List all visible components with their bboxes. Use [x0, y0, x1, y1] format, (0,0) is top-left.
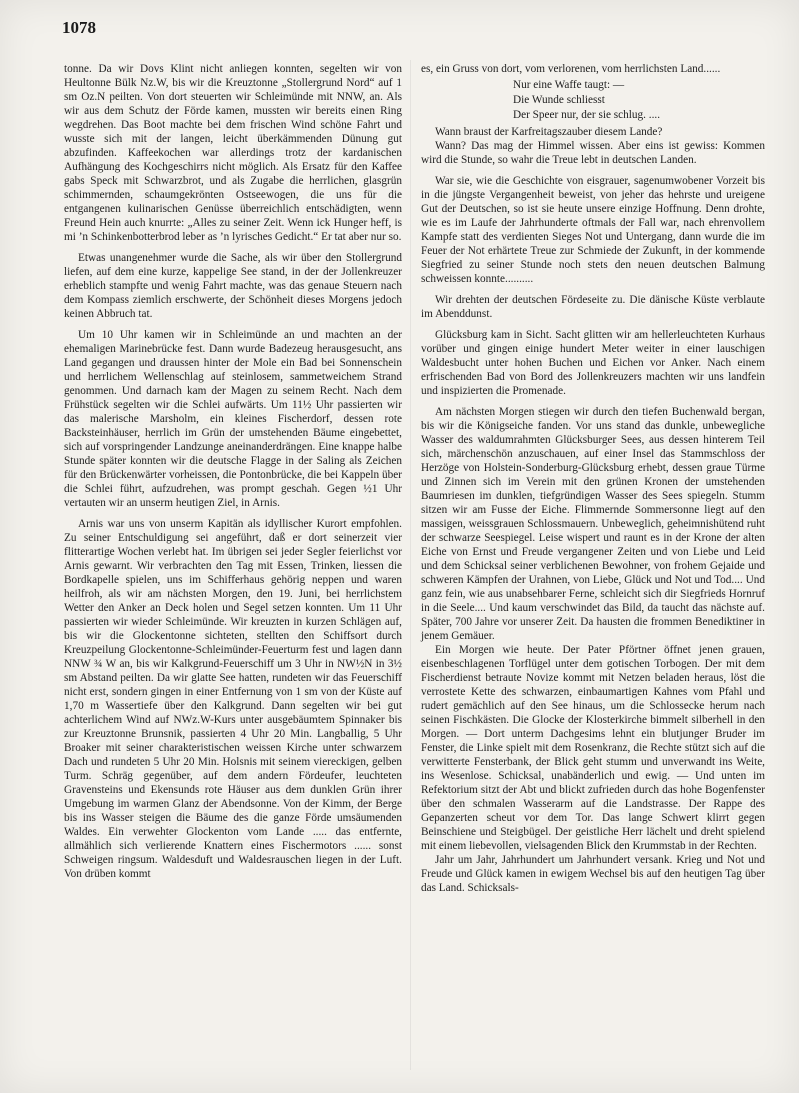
paragraph-treue: War sie, wie die Geschichte von eisgrauer, sagenumwobener Vorzeit bis in die jüngste Vergangenheit beweist, von jeher das hehrste und ureigene Gut der Deutschen, so ist sie heute unsere einzige Hoffnung. Denn drohte, wie es im Laufe der Jahrhunderte oftmals der Fall war, nach ehrenvollem Kampfe statt des verdienten Sieges Not und Untergang, dann wurde die im Feuer der Not erhärtete Treue zur Schmiede der Zukunft, in der kommende Siegfried zu seiner Stunde noch stets den neuen deutschen Balmung schweissen konnte..........: [421, 175, 765, 285]
paragraph-schleimuende-arrival: Um 10 Uhr kamen wir in Schleimünde an und machten an der ehemaligen Marinebrücke fest. Dann wurde Badezeug herausgesucht, ans Land gegangen und draussen hinter der Mole ein Bad bei Sonnenschein und herrlichem Wellenschlag auf steinlosem, sammetweichem Strand genommen. Und darnach kam der Magen zu seinem Recht. Nach dem Frühstück segelten wir die Schlei aufwärts. Um 11½ Uhr passierten wir das malerische Marsholm, ein kleines Fischerdorf, dessen rote Backsteinhäuser, herrlich im Grün der umstehenden Bäume eingebettet, sich auf vorspringender Landzunge aneinanderdrängen. Eine knappe halbe Stunde später konnten wir die deutsche Flagge in der Saling als Zeichen für den Brückenwärter vorheissen, die Pontonbrücke, die bei Kappeln über die Schlei führt, aufzudrehen, was prompt geschah. Gegen ½1 Uhr vertauten wir an unserm heutigen Ziel, in Arnis.: [64, 329, 402, 509]
paragraph-greeting-continued: es, ein Gruss von dort, vom verlorenen, vom herrlichsten Land......: [421, 63, 721, 75]
column-gutter: [410, 60, 411, 1070]
paragraph-stollergrund-passage: tonne. Da wir Dovs Klint nicht anliegen konnten, segelten wir von Heultonne Bülk Nz.W, bis wir die Kreuztonne „Stollergrund Nord“ auf 1 sm Oz.N peilten. Von dort steuerten wir Schleimünde mit NNW, an. Als wir aus dem Schutz der Förde kamen, mussten wir bereits einen Ring wegdrehen. Das Boot machte bei dem frischen Wind schöne Fahrt und wusste sich mit der langen, leicht überkämmenden Dünung gut abzufinden. Kaffeekochen war allerdings trotz der kardanischen Aufhängung des Kochgeschirrs nicht möglich. Als Ersatz für den Kaffee gabs Speck mit Schwarzbrot, und als Zugabe die herrlichen, glasgrün schimmernden, schaumgekrönten Ostseewogen, die uns für die entgangenen kulinarischen Genüsse überreichlich entschädigten, wenn Freund Hein auch knurrte: „Alles zu seiner Zeit. Wenn ick Hunger heff, is mi ’n Schinkenbotterbrod leber as ’n lyrisches Gedicht.“ Er tat aber nur so.: [64, 63, 402, 243]
page-number: 1078: [62, 18, 96, 37]
paragraph-stollergrund-sea: Etwas unangenehmer wurde die Sache, als wir über den Stollergrund liefen, auf dem eine kurze, kappelige See stand, in der der Jollenkreuzer erheblich stampfte und wenig Fahrt machte, was das genaue Steuern nach dem Kompass ziemlich erschwerte, der Schönheit dieses Morgens jedoch keinen Abbruch tat.: [64, 252, 402, 320]
verse-line: Nur eine Waffe taugt: —: [513, 79, 625, 91]
left-column: [64, 62, 402, 881]
verse-quote: [513, 78, 765, 123]
paragraph-karfreitag: Wann braust der Karfreitagszauber diesem Lande?: [435, 126, 663, 138]
paragraph-arnis: Arnis war uns von unserm Kapitän als idyllischer Kurort empfohlen. Zu seiner Entschuldigung sei angeführt, daß er dort seinerzeit vier flitterartige Wochen verlebt hat. Im übrigen sei jeder Segler feierlichst vor Arnis gewarnt. Wir verbrachten den Tag mit Essen, Trinken, liessen die Bordkapelle spielen, uns im Schifferhaus gehörig neppen und waren heilfroh, als wir am nächsten Morgen, den 19. Juni, bei herrlichstem Wetter den Anker an Deck holen und Segel setzen konnten. Um 11 Uhr passierten wir wieder Schleimünde. Wir kreuzten in kurzen Schlägen auf, bis wir die Glockentonne sichteten, stellten den Schiffsort durch Kreuzpeilung Glockentonne-Schleimünder-Feuerturm fest und lagen dann NNW ¾ W an, bis wir Kalkgrund-Feuerschiff um 3 Uhr in NW½N in 3½ sm Abstand peilten. Da wir glatte See hatten, rundeten wir das Feuerschiff nicht erst, sondern gingen in einer Entfernung von 1 sm von der Küste auf 1,70 m Wassertiefe über den Kalkgrund. Dann segelten wir bei gut achterlichem Wind auf NWz.W-Kurs unter ausgebäumtem Spinnaker bis zur Kreuztonne Brunsnik, passierten 4 Uhr 20 Min. Langballig, 5 Uhr Broaker mit seiner charakteristischen weissen Kirche unter schwarzem Dach und rundeten 5 Uhr 20 Min. Holsnis mit seinem viereckigen, gelben Turm. Schräg gegenüber, auf dem andern Fördeufer, leuchteten Gravensteins und Ekensunds rote Häuser aus dem dunklen Grün ihrer Umgebung im warmen Glanz der Abendsonne. Von der Kimm, der Berge bis ins Wasser steigen die Bäume des die ganze Förde umsäumenden Waldes. Ein verwehter Glockenton vom Lande ..... das entfernte, allmählich sich verlierende Knattern eines Fischermotors ...... sonst Schweigen ringsum. Waldesduft und Waldesrauschen liegen in der Luft. Von drüben kommt: [64, 518, 402, 880]
paragraph-morgen: Ein Morgen wie heute. Der Pater Pförtner öffnet jenen grauen, eisenbeschlagenen Torflügel unter dem gotischen Torbogen. Der mit dem Fischerdienst betraute Novize kommt mit Netzen beladen heraus, löst die verrostete Kette des schwarzen, einbaumartigen Kahnes vom Pfahl und rudert gemächlich auf den See hinaus, um die Schlossecke herum nach seinen Fischkästen. Die Glocke der Klosterkirche bimmelt silberhell in den Morgen. — Dort unterm Dachgesims lehnt ein blutjunger Bruder im Fenster, die Linke spielt mit dem Rosenkranz, die Rechte stützt sich auf die verwitterte Fensterbank, der Blick geht stumm und unverwandt ins Weite, ins Wesenlose. Schicksal, unabänderlich und ewig. — Und unten im Refektorium sitzt der Abt und blickt zufrieden durch das hohe Bogenfenster über den schmalen Wasserarm auf die Landstrasse. Der Rappe des Gepanzerten scheut vor dem Tor. Das lange Schwert klirrt gegen Beinschiene und Steigbügel. Der geistliche Herr lächelt und dreht spielend mit einem liebevollen, vielsagenden Blick den Krummstab in der Rechten.: [421, 644, 765, 852]
paragraph-foerdeseite: Wir drehten der deutschen Fördeseite zu. Die dänische Küste verblaute im Abenddunst.: [421, 294, 765, 320]
right-column: [421, 62, 765, 895]
paragraph-jahrhunderte: Jahr um Jahr, Jahrhundert um Jahrhundert versank. Krieg und Not und Freude und Glück kamen in ewigem Wechsel bis auf den heutigen Tag über das Land. Schicksals-: [421, 854, 765, 894]
paragraph-gluecksburg: Glücksburg kam in Sicht. Sacht glitten wir am hellerleuchteten Kurhaus vorüber und gingen einige hundert Meter weiter in einer lauschigen Waldesbucht unter hohen Buchen und Eichen vor Anker. Nach einem erfrischenden Bad von Bord des Jollenkreuzers machten wir uns landfein und inspizierten die Promenade.: [421, 329, 765, 397]
verse-line: Der Speer nur, der sie schlug. ....: [513, 109, 661, 121]
paragraph-wann: Wann? Das mag der Himmel wissen. Aber eins ist gewiss: Kommen wird die Stunde, so wahr die Treue lebt in deutschen Landen.: [421, 140, 765, 166]
paragraph-koenigseiche: Am nächsten Morgen stiegen wir durch den tiefen Buchenwald bergan, bis wir die Königseiche fanden. Vor uns stand das dunkle, unbewegliche Wasser des waldumrahmten Glücksburger Sees, aus dessen hinterem Teil sich, märchenschön anzuschauen, auf einer Insel das Stammschloss der Herzöge von Holstein-Sonderburg-Glücksburg erhebt, dessen graue Türme und Zinnen sich im Verein mit den grünen Kronen der umstehenden Baumriesen im dunklen, tiefgründigen Wasser des Sees spiegeln. Stumm sitzen wir am Fusse der Eiche. Flimmernde Sommersonne liegt auf den massigen, weissgrauen Schlossmauern. Unbeweglich, geheimnishütend ruht der schwarze Seespiegel. Leise wispert und raunt es in der Krone der alten Eiche von Ernst und Freude vergangener Zeiten und von Liebe und Leid und dem Schicksal seiner verblichenen Bewohner, von frohem Gejaide und schweren Kämpfen der Urahnen, von Liebe, Glück und Not und Tod.... Und ganz fein, wie aus unabsehbarer Ferne, schleicht sich dir Siegfrieds Hornruf in die Seele.... Und kaum verschwindet das Bild, da taucht das nächste auf. Später, 700 Jahre vor unserer Zeit. Da hausten die frommen Benediktiner in jenem Gemäuer.: [421, 406, 765, 642]
verse-line: Die Wunde schliesst: [513, 94, 605, 106]
